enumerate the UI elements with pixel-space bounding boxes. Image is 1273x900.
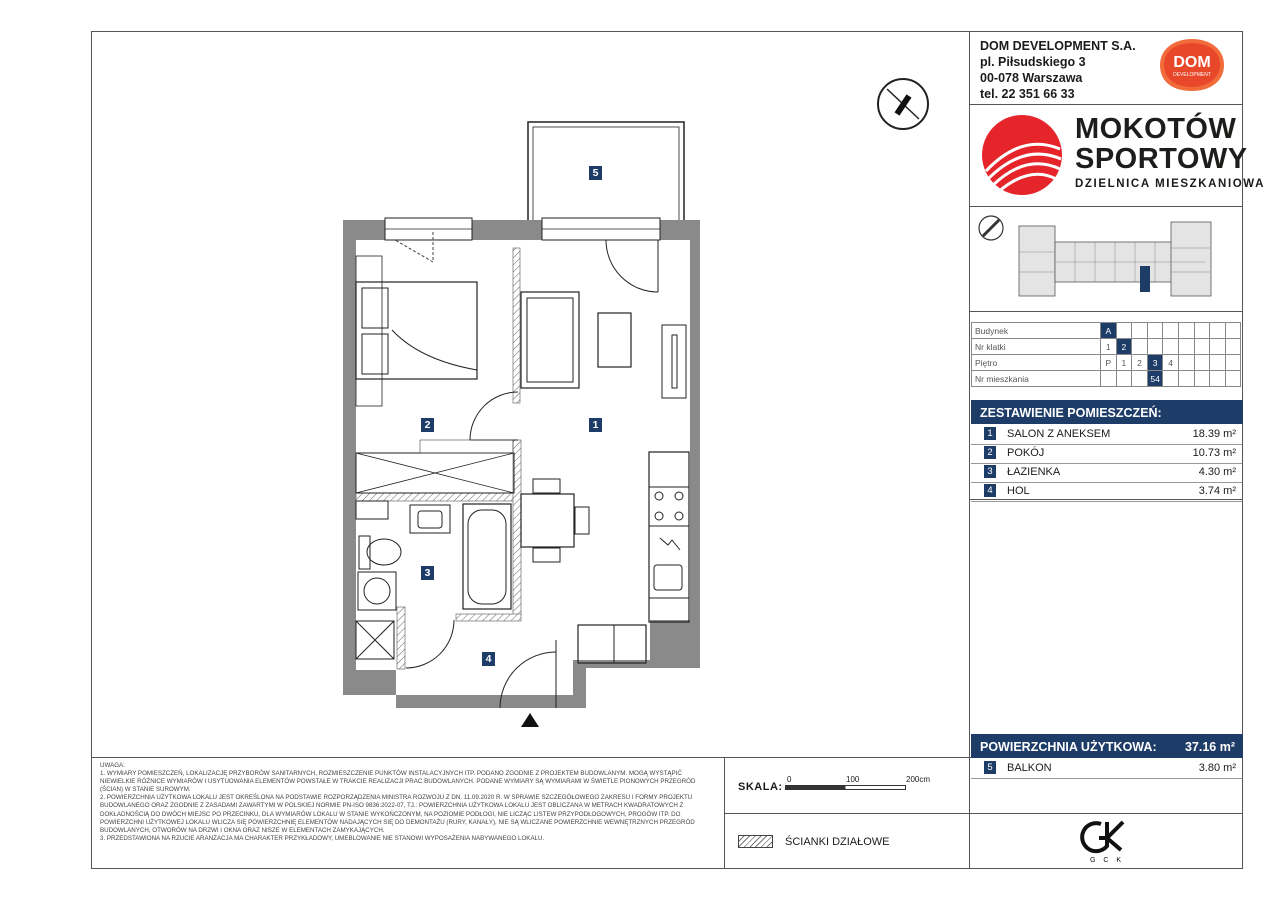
company-info — [980, 38, 1136, 102]
plan-label-living-room: 1 — [589, 418, 602, 432]
room-area: 18.39 m² — [1192, 428, 1236, 440]
info-cell — [1101, 371, 1117, 387]
info-cell: A — [1101, 323, 1117, 339]
keyplan-divider — [969, 311, 1243, 312]
balcony-outline — [528, 122, 684, 223]
plan-label-bedroom: 2 — [421, 418, 434, 432]
entrance-arrow-icon — [521, 713, 539, 727]
sidebar-divider — [969, 31, 970, 869]
info-cell — [1194, 339, 1210, 355]
info-cell: 4 — [1163, 355, 1179, 371]
gck-logo — [1077, 818, 1137, 864]
room-number: 3 — [984, 465, 996, 478]
info-cell — [1178, 355, 1194, 371]
info-cell — [1132, 323, 1148, 339]
info-cell — [1178, 339, 1194, 355]
note-3: 3. PRZEDSTAWIONA NA RZUCIE ARANŻACJA MA CHARAKTER PRZYKŁADOWY, UMEBLOWANIE NIE STANOWI WYPOSAŻENIA NABYWANEGO LOKALU. — [100, 834, 545, 842]
info-cell — [1225, 371, 1241, 387]
info-cell: 2 — [1116, 339, 1132, 355]
keyplan-apartment-highlight — [1140, 266, 1150, 292]
floor-plan — [330, 70, 950, 750]
brand-text — [1075, 114, 1265, 190]
info-cell: 3 — [1147, 355, 1163, 371]
usable-area-bar — [971, 734, 1243, 758]
company-street: pl. Piłsudskiego 3 — [980, 55, 1086, 69]
room-row — [971, 425, 1242, 445]
company-phone: tel. 22 351 66 33 — [980, 87, 1075, 101]
room-name: POKÓJ — [1007, 447, 1045, 459]
gck-logo-text: G C K — [1089, 857, 1125, 864]
info-row — [972, 323, 1241, 339]
info-row-label: Budynek — [972, 323, 1101, 339]
company-divider — [969, 104, 1243, 105]
company-city: 00-078 Warszawa — [980, 71, 1083, 85]
scale-bar — [785, 785, 906, 790]
legend-label: ŚCIANKI DZIAŁOWE — [785, 836, 890, 848]
scale-tick-200: 200cm — [906, 775, 931, 784]
brand-line3: DZIELNICA MIESZKANIOWA — [1075, 178, 1266, 190]
room-name: HOL — [1007, 485, 1030, 497]
info-cell — [1116, 371, 1132, 387]
rooms-header-text: ZESTAWIENIE POMIESZCZEŃ: — [980, 406, 1162, 420]
usable-area-value: 37.16 m² — [1184, 740, 1235, 754]
plan-label-balcony: 5 — [589, 166, 602, 180]
info-cell — [1225, 339, 1241, 355]
info-row-label: Piętro — [972, 355, 1101, 371]
info-cell — [1132, 339, 1148, 355]
info-row-label: Nr mieszkania — [972, 371, 1101, 387]
room-name: ŁAZIENKA — [1007, 466, 1061, 478]
company-name: DOM DEVELOPMENT S.A. — [980, 39, 1136, 53]
info-cell — [1225, 323, 1241, 339]
balcony-row — [971, 759, 1242, 779]
info-cell — [1163, 339, 1179, 355]
info-cell: P — [1101, 355, 1117, 371]
info-cell — [1147, 339, 1163, 355]
scale-tick-100: 100 — [846, 775, 860, 784]
info-cell — [1132, 371, 1148, 387]
rooms-header — [971, 400, 1243, 424]
info-cell — [1225, 355, 1241, 371]
info-cell — [1210, 355, 1226, 371]
room-name: SALON Z ANEKSEM — [1007, 428, 1111, 440]
dom-logo-text: DOM — [1173, 54, 1211, 71]
location-table — [971, 322, 1241, 387]
room-number: 2 — [984, 446, 996, 459]
info-cell — [1194, 355, 1210, 371]
room-row — [971, 463, 1242, 483]
info-cell — [1210, 339, 1226, 355]
scale-label: SKALA: — [738, 781, 783, 793]
notes — [100, 762, 718, 843]
info-cell — [1163, 371, 1179, 387]
info-cell — [1116, 323, 1132, 339]
room-number: 1 — [984, 427, 996, 440]
info-cell: 1 — [1101, 339, 1117, 355]
info-cell — [1194, 323, 1210, 339]
room-area: 3.74 m² — [1198, 485, 1236, 497]
room-row — [971, 444, 1242, 464]
info-cell — [1163, 323, 1179, 339]
info-row-label: Nr klatki — [972, 339, 1101, 355]
info-row — [972, 371, 1241, 387]
info-cell — [1210, 323, 1226, 339]
key-plan — [975, 212, 1237, 306]
balcony-number: 5 — [984, 761, 996, 774]
partition-wall-swatch — [738, 835, 773, 848]
note-1: 1. WYMIARY POMIESZCZEŃ, LOKALIZACJĘ PRZYBORÓW SANITARNYCH, ROZMIESZCZENIE PUNKTÓW INSTALACYJNYCH ITP. PODANO ZGODNIE Z PROJEKTEM BUDOWLANYM. MOGĄ WYSTĄPIĆ NIEWIELKIE RÓŻNICE WYMIARÓW I USYTUOWANIA ELEMENTÓW POWSTAŁE W TRAKCIE REALIZACJI PRAC BUDOWLANYCH. PODANE WYMIARY SĄ WYMIARAMI W ŚWIETLE PIONOWYCH PRZEGRÓD (ŚCIAN) W STANIE SUROWYM. — [100, 770, 696, 794]
plan-label-hall: 4 — [482, 652, 495, 666]
info-row — [972, 355, 1241, 371]
room-area: 10.73 m² — [1192, 447, 1236, 459]
plan-label-bathroom: 3 — [421, 566, 434, 580]
room-area: 4.30 m² — [1198, 466, 1236, 478]
balcony-area: 3.80 m² — [1198, 762, 1236, 774]
info-cell — [1210, 371, 1226, 387]
note-2: 2. POWIERZCHNIA UŻYTKOWA LOKALU JEST OKREŚLONA NA PODSTAWIE ROZPORZĄDZENIA MINISTRA ROZWOJU Z DN. 11.09.2020 R. W SPRAWIE SZCZEGÓŁOWEGO ZAKRESU I FORMY PROJEKTU BUDOWLANEGO ORAZ ZGODNIE Z ZASADAMI ZAWARTYMI W POLSKIEJ NORMIE PN-ISO 9836:2022-07, TJ.: POWIERZCHNIA UŻYTKOWA LOKALU JEST OBLICZANA W METRACH KWADRATOWYCH Z DOKŁADNOŚCIĄ DO DWÓCH MIEJSC PO PRZECINKU, DLA WYMIARÓW LOKALU W STANIE WYKOŃCZONYM, NA POZIOMIE PODŁOGI, NIE LICZĄC LISTEW PRZYPODŁOGOWYCH, PROGÓW ITP. DO POWIERZCHNI UŻYTKOWEJ LOKALU WLICZA SIĘ POWIERZCHNIĘ ELEMENTÓW NADAJĄCYCH SIĘ DO DEMONTAŻU (RURY, KANAŁY), NIE SĄ WLICZANE POWIERZCHNIE WEWNĘTRZNYCH PRZEGRÓD BUDOWLANYCH, OTWORÓW NA DRZWI I OKNA ORAZ NISZE W ELEMENTACH ZAMYKAJĄCYCH. — [100, 794, 695, 834]
dom-logo-subtext: DEVELOPMENT — [1173, 72, 1211, 78]
brand-line1: MOKOTÓW — [1075, 113, 1237, 145]
brand-divider — [969, 206, 1243, 207]
scale-divider — [724, 813, 1243, 814]
info-cell — [1194, 371, 1210, 387]
notes-title: UWAGA: — [100, 762, 125, 769]
dom-development-logo — [1158, 37, 1226, 93]
usable-area-label: POWIERZCHNIA UŻYTKOWA: — [980, 740, 1157, 754]
info-cell: 1 — [1116, 355, 1132, 371]
info-cell — [1147, 323, 1163, 339]
room-row — [971, 482, 1242, 502]
info-cell — [1178, 323, 1194, 339]
info-row — [972, 339, 1241, 355]
info-cell: 54 — [1147, 371, 1163, 387]
scale-tick-0: 0 — [787, 775, 792, 784]
balcony-name: BALKON — [1007, 762, 1052, 774]
info-cell — [1178, 371, 1194, 387]
room-number: 4 — [984, 484, 996, 497]
brand-line2: SPORTOWY — [1075, 143, 1248, 175]
info-cell: 2 — [1132, 355, 1148, 371]
